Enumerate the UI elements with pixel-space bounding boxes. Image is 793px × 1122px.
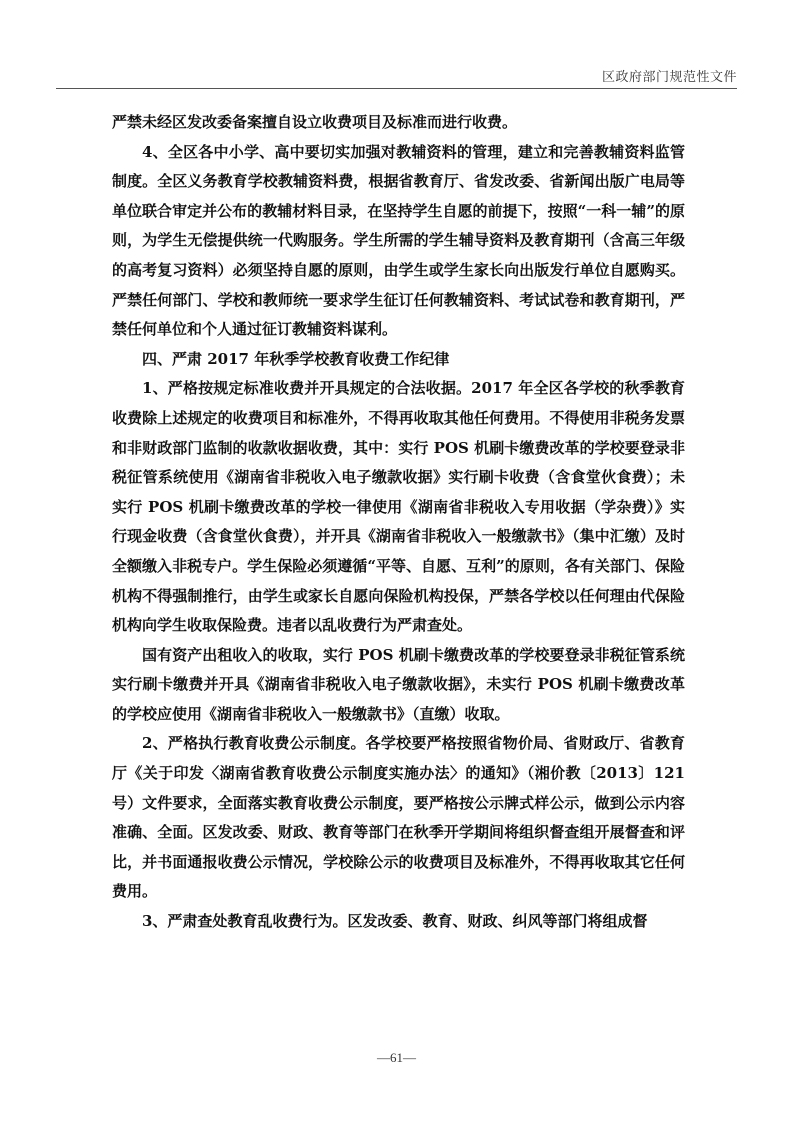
header-title: 区政府部门规范性文件	[601, 69, 737, 84]
paragraph-item-2: 2、严格执行教育收费公示制度。各学校要严格按照省物价局、省财政厅、省教育厅《关于印发〈湖南省教育收费公示制度实施办法〉的通知》（湘价教〔2013〕121 号）文件要求，全面落实教育收费公示制度，要严格按公示牌式样公示，做到公示内容准确、全面。区发改委、财政、教育等部门在秋季开学期间将组织督查组开展督查和评比，并书面通报收费公示情况，学校除公示的收费项目及标准外，不得再收取其它任何费用。	[112, 734, 685, 901]
page-number: —61—	[377, 1050, 416, 1065]
document-body	[112, 108, 685, 937]
paragraph-state-assets: 国有资产出租收入的收取，实行 POS 机刷卡缴费改革的学校要登录非税征管系统实行刷卡缴费并开具《湖南省非税收入电子缴款收据》，未实行 POS 机刷卡缴费改革的学校应使用《湖南省非税收入一般缴款书》（直缴）收取。	[112, 645, 685, 723]
paragraph-item-1: 1、严格按规定标准收费并开具规定的合法收据。2017 年全区各学校的秋季教育收费除上述规定的收费项目和标准外，不得再收取其他任何费用。不得使用非税务发票和非财政部门监制的收款收据收费，其中：实行 POS 机刷卡缴费改革的学校要登录非税征管系统使用《湖南省非税收入电子缴款收据》实行刷卡收费（含食堂伙食费）；未实行 POS 机刷卡缴费改革的学校一律使用《湖南省非税收入专用收据（学杂费）》实行现金收费（含食堂伙食费），并开具《湖南省非税收入一般缴款书》（集中汇缴）及时全额缴入非税专户。学生保险必须遵循“平等、自愿、互利”的原则，各有关部门、保险机构不得强制推行，由学生或家长自愿向保险机构投保，严禁各学校以任何理由代保险机构向学生收取保险费。违者以乱收费行为严肃查处。	[112, 379, 685, 635]
section-heading-4: 四、严肃 2017 年秋季学校教育收费工作纪律	[142, 349, 450, 368]
paragraph-item-3: 3、严肃查处教育乱收费行为。区发改委、教育、财政、纠风等部门将组成督	[142, 912, 648, 931]
paragraph-continuation: 严禁未经区发改委备案擅自设立收费项目及标准而进行收费。	[112, 113, 518, 131]
page-header	[56, 62, 737, 89]
paragraph-item-4: 4、全区各中小学、高中要切实加强对教辅资料的管理，建立和完善教辅资料监管制度。全区义务教育学校教辅资料费，根据省教育厅、省发改委、省新闻出版广电局等单位联合审定并公布的教辅材料目录，在坚持学生自愿的前提下，按照“一科一辅”的原则，为学生无偿提供统一代购服务。学生所需的学生辅导资料及教育期刊（含高三年级的高考复习资料）必须坚持自愿的原则，由学生或学生家长向出版发行单位自愿购买。严禁任何部门、学校和教师统一要求学生征订任何教辅资料、考试试卷和教育期刊，严禁任何单位和个人通过征订教辅资料谋利。	[112, 142, 685, 339]
